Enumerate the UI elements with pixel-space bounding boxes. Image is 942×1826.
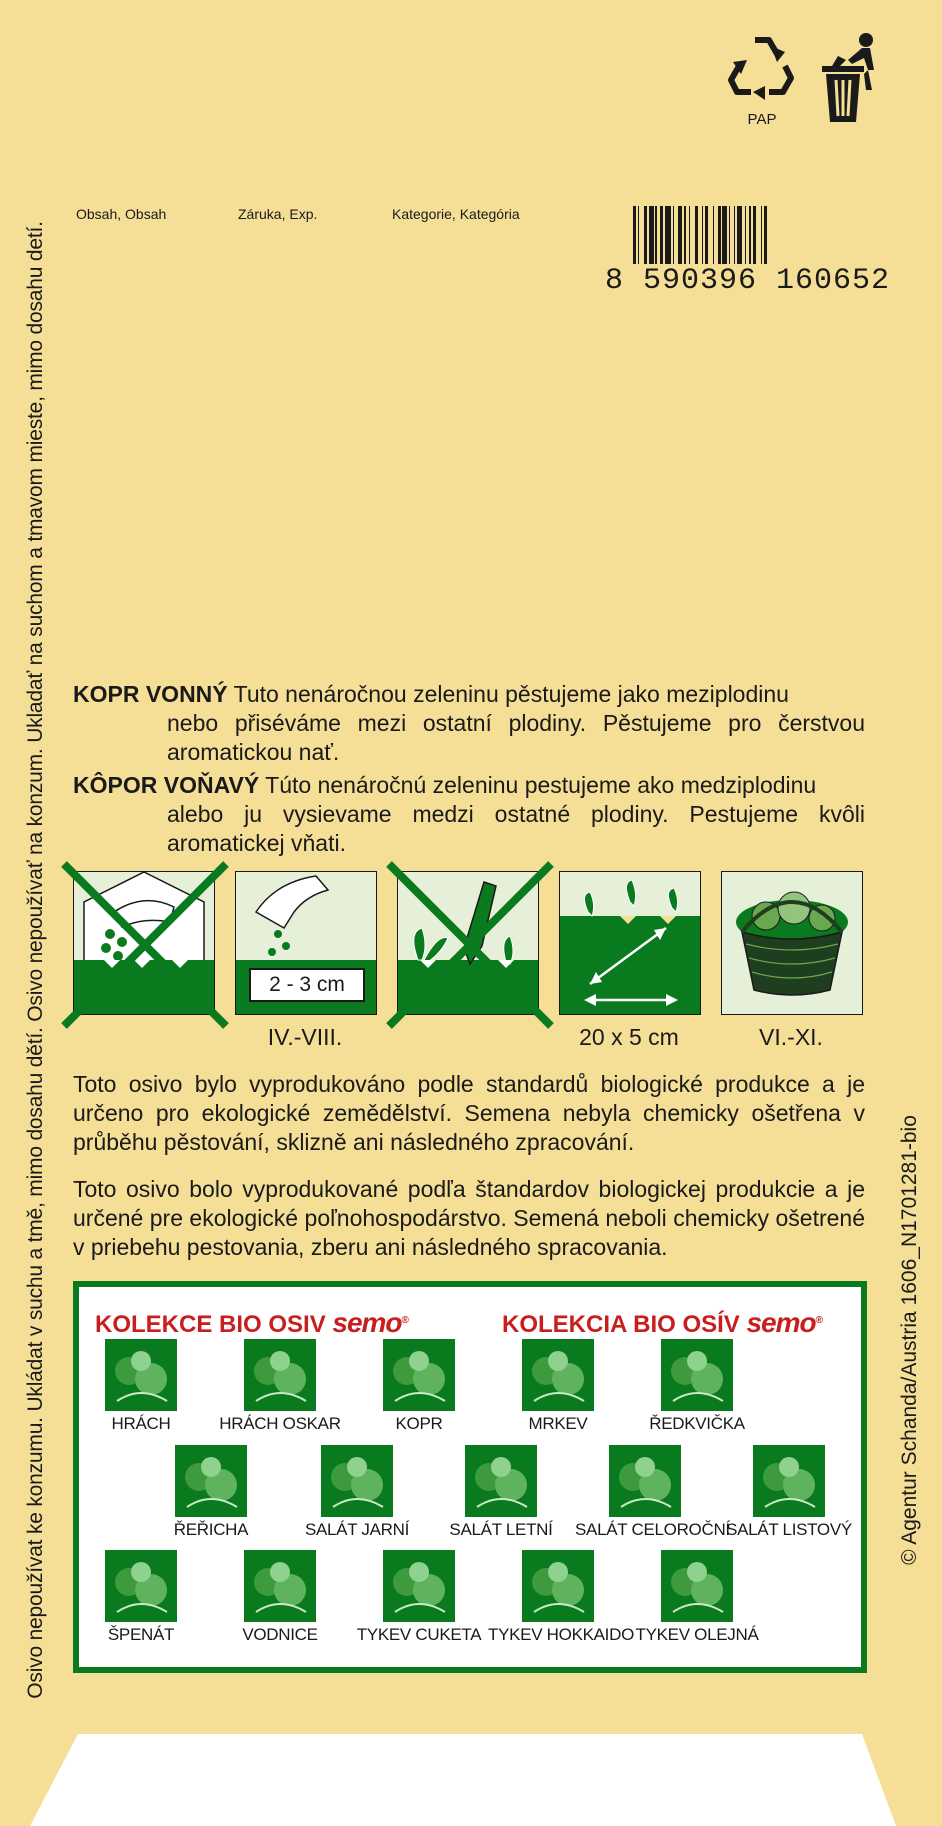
product-description <box>73 680 865 862</box>
semo-logo-2: semo <box>746 1307 816 1338</box>
collection-item <box>287 1445 427 1540</box>
vegetable-name: TYKEV OLEJNÁ <box>635 1625 759 1644</box>
collection-item <box>210 1550 350 1645</box>
recycle-label: PAP <box>747 111 777 128</box>
product-name-sk: KÔPOR VOŇAVÝ <box>73 772 260 798</box>
description-sk-line1: Túto nenáročnú zeleninu pestujeme ako medziplodinu <box>265 772 817 798</box>
vegetable-photo <box>753 1445 825 1517</box>
vegetable-photo <box>522 1550 594 1622</box>
category-field-label: Kategorie, Kategória <box>392 206 520 222</box>
vegetable-name: HRÁCH OSKAR <box>219 1414 341 1433</box>
barcode-bars <box>633 206 910 264</box>
vegetable-name: ŠPENÁT <box>107 1625 175 1644</box>
trash-bin-icon <box>818 30 888 125</box>
description-cz-line1: Tuto nenáročnou zeleninu pěstujeme jako meziplodinu <box>233 681 789 707</box>
description-sk <box>73 771 865 858</box>
row-spacing-icon <box>560 872 700 1014</box>
ean-barcode <box>605 206 910 301</box>
vegetable-photo <box>661 1339 733 1411</box>
pictogram-sowing-depth <box>235 871 377 1015</box>
vegetable-name: TYKEV CUKETA <box>356 1625 482 1644</box>
collection-item <box>488 1550 635 1645</box>
sowing-period-label: IV.-VIII. <box>267 1024 343 1050</box>
description-sk-rest: alebo ju vysievame medzi ostatné plodiny. Pestujeme kvôli aromatickej vňati. <box>167 801 865 856</box>
vegetable-photo <box>105 1339 177 1411</box>
vegetable-name: KOPR <box>395 1414 443 1433</box>
collection-item <box>349 1550 489 1645</box>
sowing-depth-label: 2 - 3 cm <box>249 968 365 1002</box>
cross-icon <box>60 860 230 1030</box>
barcode-bar <box>767 206 770 264</box>
collection-title-cz-text: KOLEKCE BIO OSIV <box>95 1311 326 1338</box>
vegetable-photo <box>522 1339 594 1411</box>
vegetable-photo <box>383 1550 455 1622</box>
collection-item <box>627 1339 767 1434</box>
vegetable-name: SALÁT CELOROČNÍ <box>575 1520 730 1539</box>
vegetable-name: ŘEDKVIČKA <box>649 1414 745 1433</box>
vegetable-photo <box>244 1339 316 1411</box>
collection-item <box>719 1445 859 1540</box>
vegetable-photo <box>175 1445 247 1517</box>
collection-item <box>488 1339 628 1434</box>
vegetable-photo <box>244 1550 316 1622</box>
barcode-number: 8 590396 160652 <box>605 264 891 298</box>
collection-title-cz: KOLEKCE BIO OSIV semo® <box>95 1307 409 1338</box>
copyright-text: © Agentur Schanda/Austria 1606_N1701281-bio <box>898 1115 921 1565</box>
vegetable-name: MRKEV <box>528 1414 588 1433</box>
collection-item <box>141 1445 281 1540</box>
collection-item <box>71 1550 211 1645</box>
collection-item <box>575 1445 730 1540</box>
vegetable-name: SALÁT LETNÍ <box>449 1520 553 1539</box>
content-field-label: Obsah, Obsah <box>76 206 167 222</box>
harvest-basket-icon <box>722 872 862 1014</box>
vegetable-photo <box>609 1445 681 1517</box>
collection-title-sk: KOLEKCIA BIO OSÍV semo® <box>502 1307 823 1338</box>
vegetable-photo <box>321 1445 393 1517</box>
pictogram-harvest <box>721 871 863 1015</box>
recycle-icon <box>725 30 799 104</box>
vegetable-photo <box>661 1550 733 1622</box>
cross-icon-2 <box>385 860 555 1030</box>
vegetable-photo <box>383 1339 455 1411</box>
spacing-label: 20 x 5 cm <box>579 1024 679 1050</box>
pictogram-spacing <box>559 871 701 1015</box>
vegetable-name: SALÁT LISTOVÝ <box>726 1520 852 1539</box>
collection-item <box>71 1339 211 1434</box>
vegetable-name: ŘEŘICHA <box>173 1520 249 1539</box>
vegetable-photo <box>105 1550 177 1622</box>
product-name-cz: KOPR VONNÝ <box>73 681 228 707</box>
storage-warning-vertical <box>0 0 60 1826</box>
semo-logo: semo <box>332 1307 402 1338</box>
vegetable-name: HRÁCH <box>111 1414 171 1433</box>
harvest-period-label: VI.-XI. <box>759 1024 823 1050</box>
vegetable-photo <box>465 1445 537 1517</box>
collection-item <box>349 1339 489 1434</box>
warranty-field-label: Záruka, Exp. <box>238 206 318 222</box>
bio-text-cz: Toto osivo bylo vyprodukováno podle standardů biologické produkce a je určeno pro ekologické zemědělství. Semena nebyla chemicky ošetřena v průběhu pěstování, sklizně ani následného zpracování. <box>73 1071 865 1155</box>
vegetable-name: VODNICE <box>242 1625 318 1644</box>
vegetable-name: SALÁT JARNÍ <box>304 1520 410 1539</box>
description-cz-rest: nebo přiséváme mezi ostatní plodiny. Pěstujeme pro čerstvou aromatickou nať. <box>167 710 865 765</box>
bio-collection-panel <box>73 1281 867 1673</box>
recycle-mark <box>722 30 802 128</box>
collection-title-sk-text: KOLEKCIA BIO OSÍV <box>502 1311 740 1338</box>
description-cz <box>73 680 865 767</box>
collection-item <box>431 1445 571 1540</box>
collection-item <box>627 1550 767 1645</box>
storage-warning-text: Osivo nepoužívat ke konzumu. Ukládat v suchu a tmě, mimo dosahu dětí. Osivo nepoužívať na konzum. Ukladať na suchom a tmavom mieste, mimo dosahu detí. <box>24 221 47 1699</box>
collection-item <box>210 1339 350 1434</box>
vegetable-name: TYKEV HOKKAIDO <box>488 1625 635 1644</box>
bio-text-sk: Toto osivo bolo vyprodukované podľa štandardov biologickej produkcie a je určené pre ekologické poľnohospodárstvo. Semená neboli chemicky ošetrené v priebehu pestovania, zberu ani následného spracovania. <box>73 1176 865 1260</box>
